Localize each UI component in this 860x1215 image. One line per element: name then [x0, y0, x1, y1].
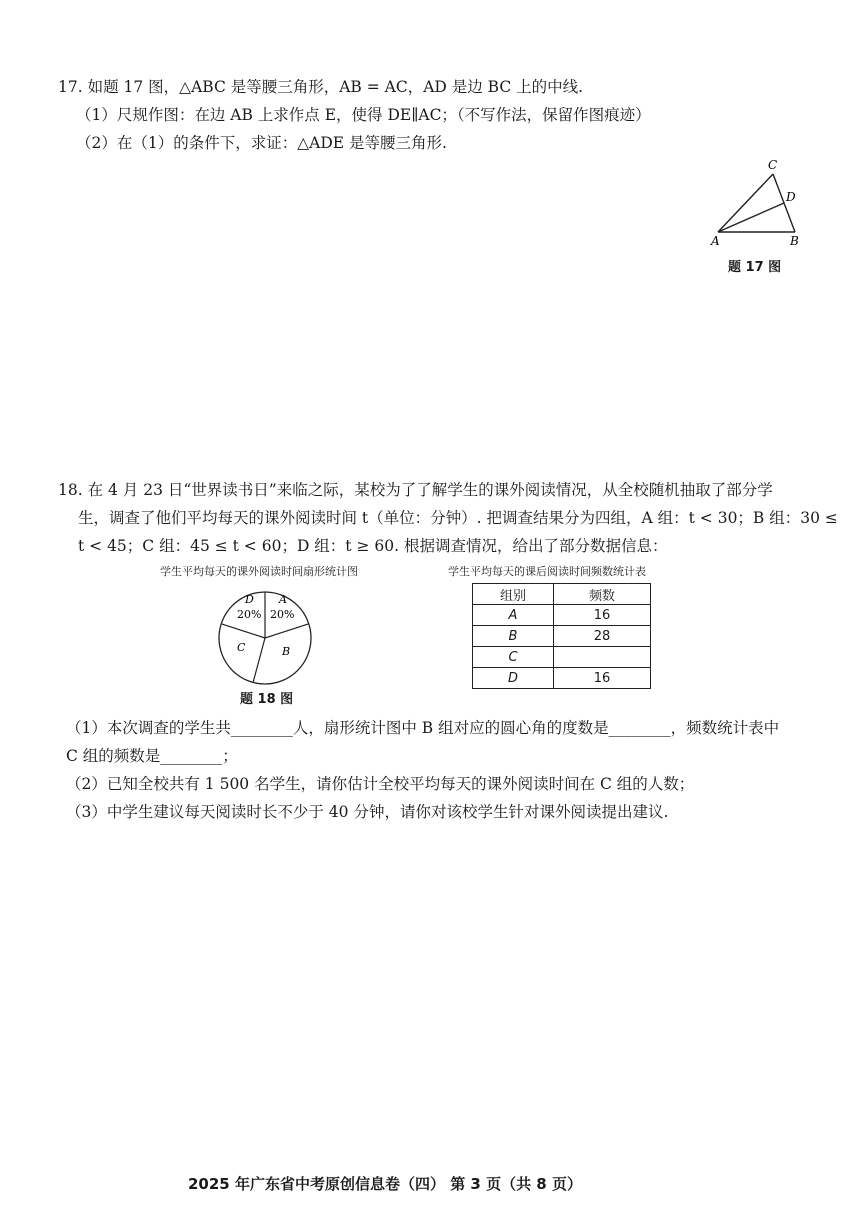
- frequency-table: [472, 583, 651, 689]
- label-D: D: [786, 190, 796, 204]
- segment-AD: [718, 203, 784, 232]
- pie-label-C: C: [237, 641, 246, 654]
- label-B: B: [790, 234, 799, 248]
- pie-boundary-B-C: [253, 638, 265, 682]
- table-cell: 16: [554, 668, 651, 689]
- q18-stem-line3: t < 45；C 组：45 ≤ t < 60；D 组：t ≥ 60. 根据调查情况，给出了部分数据信息：: [78, 537, 668, 555]
- pie-chart: [210, 583, 320, 693]
- table-cell: 16: [554, 605, 651, 626]
- pie-chart-title: 学生平均每天的课外阅读时间扇形统计图: [160, 565, 358, 578]
- table-row: [473, 605, 651, 626]
- pie-label-D: D: [245, 593, 254, 606]
- q17-part2: （2）在（1）的条件下，求证：△ADE 是等腰三角形.: [76, 134, 447, 152]
- pie-label-A: A: [279, 593, 287, 606]
- pie-boundary-C-D: [221, 624, 265, 638]
- segment-AC: [718, 174, 773, 232]
- label-C: C: [768, 158, 778, 172]
- page-footer: 2025 年广东省中考原创信息卷（四） 第 3 页（共 8 页）: [188, 1175, 582, 1193]
- q18-figure-caption: 题 18 图: [240, 692, 294, 707]
- table-row: [473, 647, 651, 668]
- pie-boundary-A-B: [265, 624, 309, 638]
- q17-part1: （1）尺规作图：在边 AB 上求作点 E，使得 DE∥AC；（不写作法，保留作图痕迹）: [76, 106, 651, 124]
- q17-triangle-figure: [700, 155, 810, 250]
- q17-figure-caption: 题 17 图: [728, 260, 782, 275]
- table-cell: B: [473, 626, 554, 647]
- pie-label-D-pct: 20%: [237, 608, 262, 621]
- table-cell: [554, 647, 651, 668]
- table-cell: 28: [554, 626, 651, 647]
- table-row: [473, 668, 651, 689]
- table-header-row: [473, 584, 651, 605]
- table-header: 组别: [473, 584, 554, 605]
- q17-stem: 17. 如题 17 图，△ABC 是等腰三角形，AB = AC，AD 是边 BC 上的中线.: [58, 78, 584, 96]
- table-cell: A: [473, 605, 554, 626]
- q18-stem-line2: 生，调查了他们平均每天的课外阅读时间 t（单位：分钟）. 把调查结果分为四组，A 组：t < 30；B 组：30 ≤: [78, 509, 838, 527]
- table-header: 频数: [554, 584, 651, 605]
- q18-part1-line1: （1）本次调查的学生共________人，扇形统计图中 B 组对应的圆心角的度数是________，频数统计表中: [66, 719, 780, 737]
- q18-part3: （3）中学生建议每天阅读时长不少于 40 分钟，请你对该校学生针对课外阅读提出建议.: [66, 803, 669, 821]
- table-cell: C: [473, 647, 554, 668]
- q18-stem-line1: 18. 在 4 月 23 日“世界读书日”来临之际，某校为了了解学生的课外阅读情况，从全校随机抽取了部分学: [58, 481, 773, 499]
- table-row: [473, 626, 651, 647]
- q18-part2: （2）已知全校共有 1 500 名学生，请你估计全校平均每天的课外阅读时间在 C 组的人数；: [66, 775, 695, 793]
- pie-label-B: B: [282, 645, 291, 658]
- freq-table-title: 学生平均每天的课后阅读时间频数统计表: [448, 565, 646, 578]
- q18-part1-line2: C 组的频数是________；: [66, 747, 238, 765]
- label-A: A: [711, 234, 720, 248]
- table-cell: D: [473, 668, 554, 689]
- pie-label-A-pct: 20%: [270, 608, 295, 621]
